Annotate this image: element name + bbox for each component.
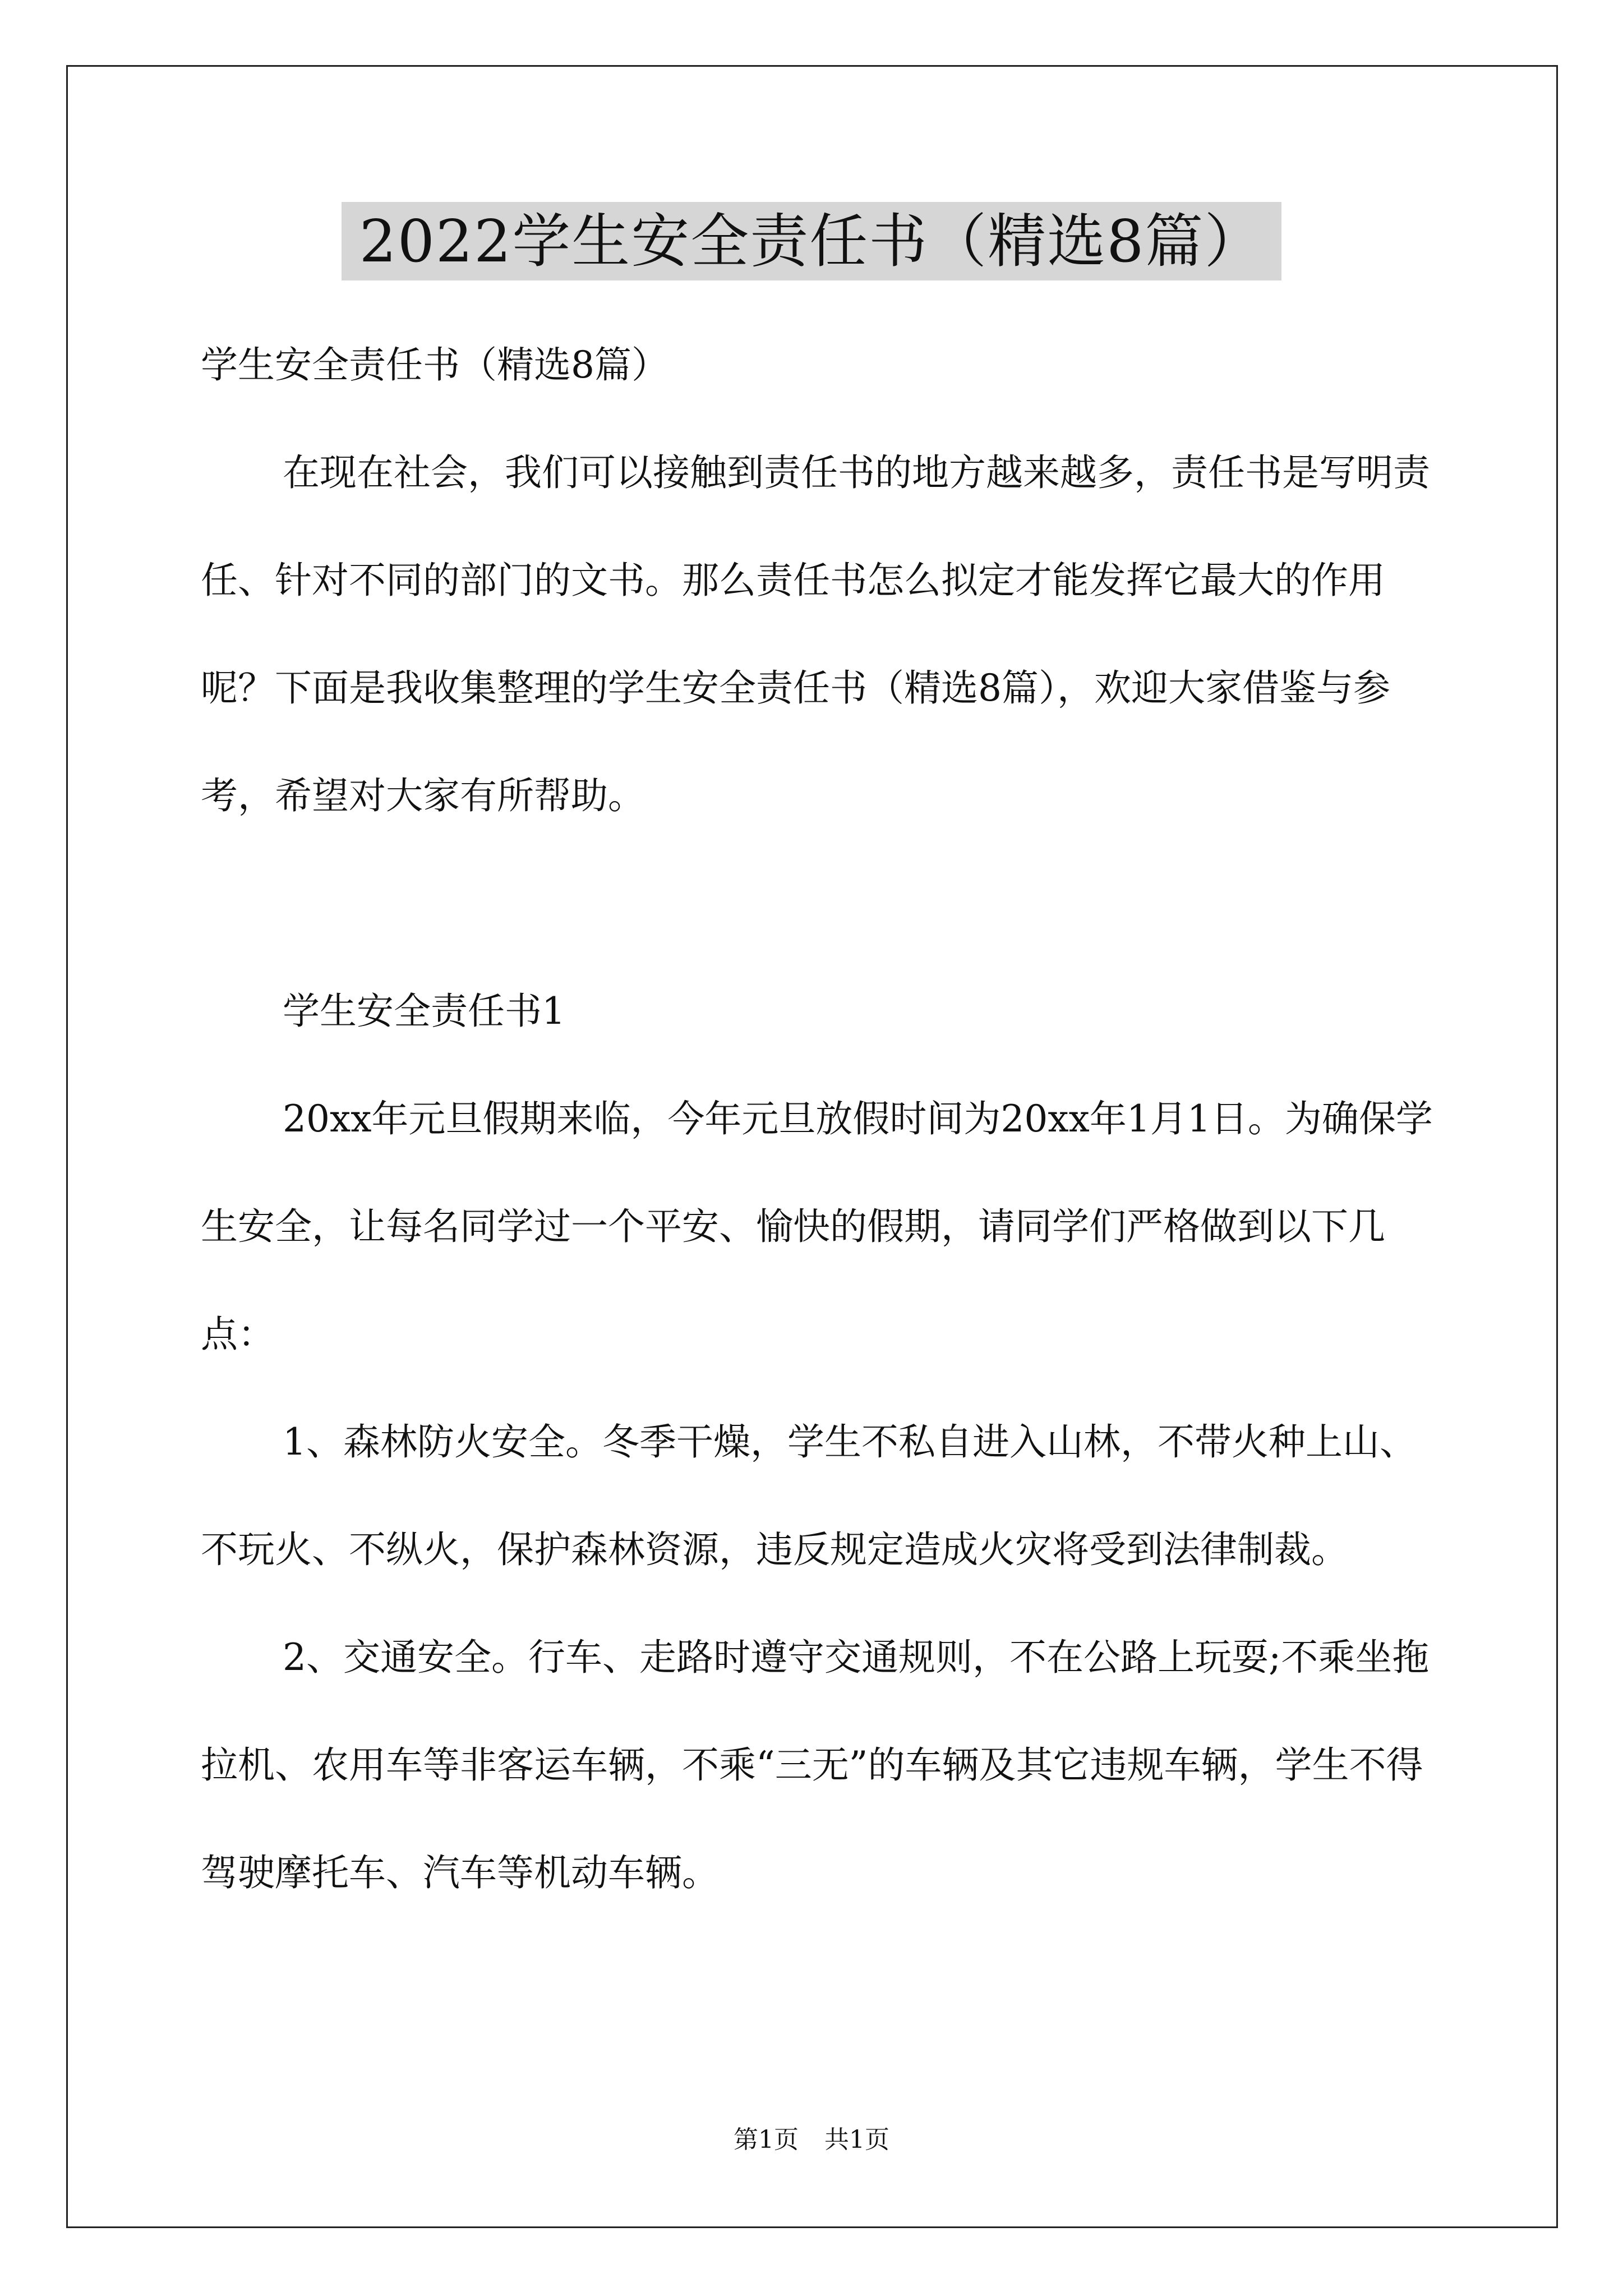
title-block [0,202,1623,280]
body-paragraph: 2、交通安全。行车、走路时遵守交通规则，不在公路上玩耍;不乘坐拖拉机、农用车等非客运车辆，不乘“三无”的车辆及其它违规车辆，学生不得驾驶摩托车、汽车等机动车辆。 [201,1636,1430,1894]
page-number: 第1页 [734,2125,799,2154]
section-heading: 学生安全责任书1 [283,990,565,1033]
body-paragraph: 1、森林防火安全。冬季干燥，学生不私自进入山林，不带火种上山、不玩火、不纵火，保护森林资源，违反规定造成火灾将受到法律制裁。 [201,1420,1417,1571]
page-footer [0,2123,1623,2157]
paragraph-spacer [201,850,1435,958]
document-body [201,311,1435,1927]
document-title: 2022学生安全责任书（精选8篇） [342,202,1282,280]
body-paragraph: 20xx年元旦假期来临，今年元旦放假时间为20xx年1月1日。为确保学生安全，让每名同学过一个平安、愉快的假期，请同学们严格做到以下几点： [201,1097,1433,1356]
intro-paragraph: 在现在社会，我们可以接触到责任书的地方越来越多，责任书是写明责任、针对不同的部门的文书。那么责任书怎么拟定才能发挥它最大的作用呢？下面是我收集整理的学生安全责任书（精选8篇），欢迎大家借鉴与参考，希望对大家有所帮助。 [201,451,1430,817]
page-total: 共1页 [824,2125,889,2154]
document-subtitle: 学生安全责任书（精选8篇） [201,343,668,386]
